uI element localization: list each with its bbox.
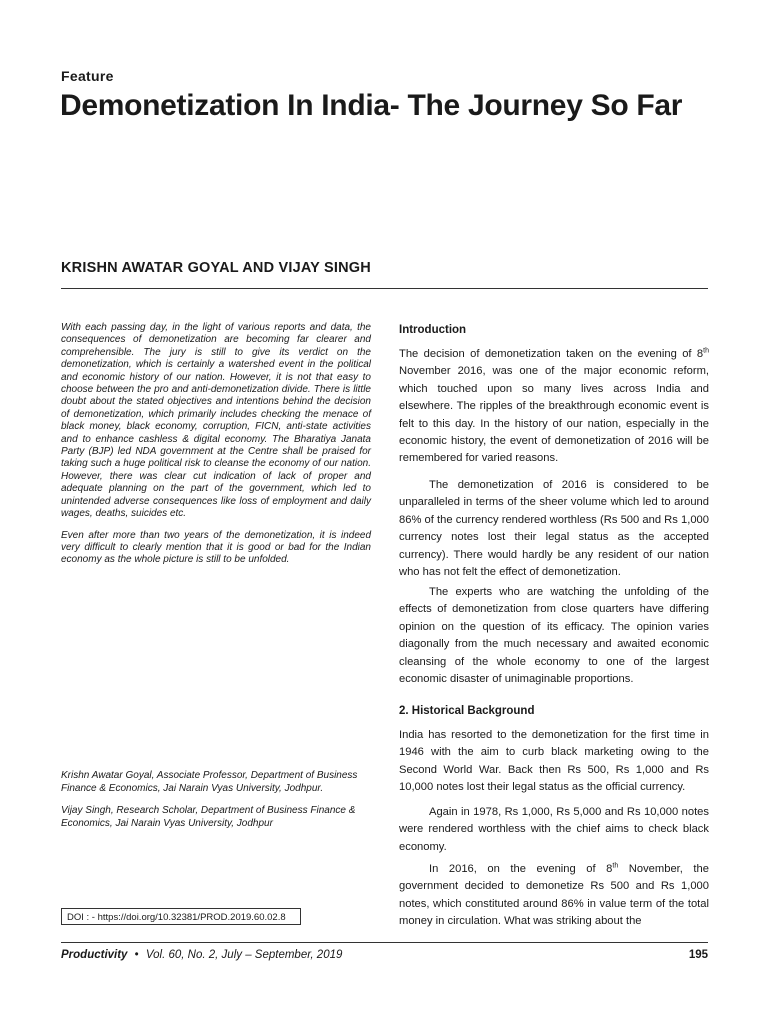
author-affiliations: [61, 769, 373, 839]
text-span: November 2016, was one of the major economic reform, which touched upon so many lives across India and elsewhere. The ripples of the breakthrough economic event is felt to this day. In the history of our nation, especially in the economic history, the event of demonetization of 2016 will be remembered for varied reasons.: [399, 365, 709, 465]
bullet-separator: •: [134, 949, 139, 961]
author-line: KRISHN AWATAR GOYAL AND VIJAY SINGH: [61, 260, 371, 276]
text-span: November, the government decided to demonetize Rs 500 and Rs 1,000 notes, which constituted around 86% in value term of the total money in circulation. What was striking about the: [399, 863, 709, 928]
text-span: In 2016, on the evening of 8: [429, 863, 613, 875]
affiliation: Vijay Singh, Research Scholar, Department of Business Finance & Economics, Jai Narain Vyas University, Jodhpur: [61, 805, 356, 829]
page-number: 195: [688, 949, 708, 961]
abstract: [61, 322, 371, 576]
footer-divider: [61, 942, 708, 943]
body-paragraph: The experts who are watching the unfolding of the effects of demonetization from close quarters have differing opinion on the question of its efficacy. The opinion varies diagonally from the much necessary and awaited economic cleansing of the whole economy to one of the largest economic disaster of unimaginable proportions.: [399, 586, 709, 686]
body-paragraph: [399, 861, 709, 931]
section-heading-historical-background: 2. Historical Background: [399, 705, 535, 717]
text-span: The decision of demonetization taken on the evening of 8: [399, 348, 704, 360]
body-paragraph: The demonetization of 2016 is considered to be unparalleled in terms of the sheer volume which led to around 86% of the currency rendered worthless (Rs 500 and Rs 1,000 currency notes lost their legal status as the accepted currency). There would hardly be any resident of our nation who has not felt the effect of demonetization.: [399, 479, 709, 579]
body-paragraph: Again in 1978, Rs 1,000, Rs 5,000 and Rs 10,000 notes were rendered worthless with the chief aims to check black economy.: [399, 806, 709, 853]
body-paragraph: [399, 346, 709, 468]
superscript: th: [612, 862, 619, 870]
journal-name: Productivity: [61, 949, 128, 961]
affiliation: Krishn Awatar Goyal, Associate Professor, Department of Business Finance & Economics, Jai Narain Vyas University, Jodhpur.: [61, 770, 358, 794]
superscript: th: [703, 347, 709, 355]
article-title: Demonetization In India- The Journey So Far: [60, 89, 683, 122]
abstract-paragraph: With each passing day, in the light of various reports and data, the consequences of demonetization are becoming far clearer and comprehensible. The jury is still to give its verdict on the demonetization, which is certainly a watershed event in the political and economic history of our nation. However, it is not that easy to choose between the pro and anti-demonetization divide. There is little doubt about the stated objectives and intentions behind the decision of demonetization, which primarily includes checking the menace of black money, black economy, corruption, FICN, anti-state activities and to enhance cashless & digital economy. The Bharatiya Janata Party (BJP) led NDA government at the Centre shall be praised for taking such a huge political risk to cleanse the economy of our nation. However, there was clear cut indication of lack of proper and adequate planning on the part of the government, which led to unintended adverse consequences like loss of employment and daily wages, deaths, suicides etc.: [61, 322, 371, 520]
section-heading-introduction: Introduction: [399, 324, 467, 336]
section-label: Feature: [61, 68, 114, 84]
abstract-paragraph: Even after more than two years of the demonetization, it is indeed very difficult to clearly mention that it is good or bad for the Indian economy as the whole picture is still to be unfolded.: [61, 529, 371, 566]
body-paragraph: India has resorted to the demonetization for the first time in 1946 with the aim to curb black marketing owing to the Second World War. Back then Rs 500, Rs 1,000 and Rs 10,000 notes lost their legal status as the official currency.: [399, 729, 709, 794]
doi-box: DOI : - https://doi.org/10.32381/PROD.2019.60.02.8: [61, 908, 301, 925]
issue-info: Vol. 60, No. 2, July – September, 2019: [145, 949, 343, 961]
page-footer: [61, 949, 708, 961]
header-divider: [61, 288, 708, 289]
